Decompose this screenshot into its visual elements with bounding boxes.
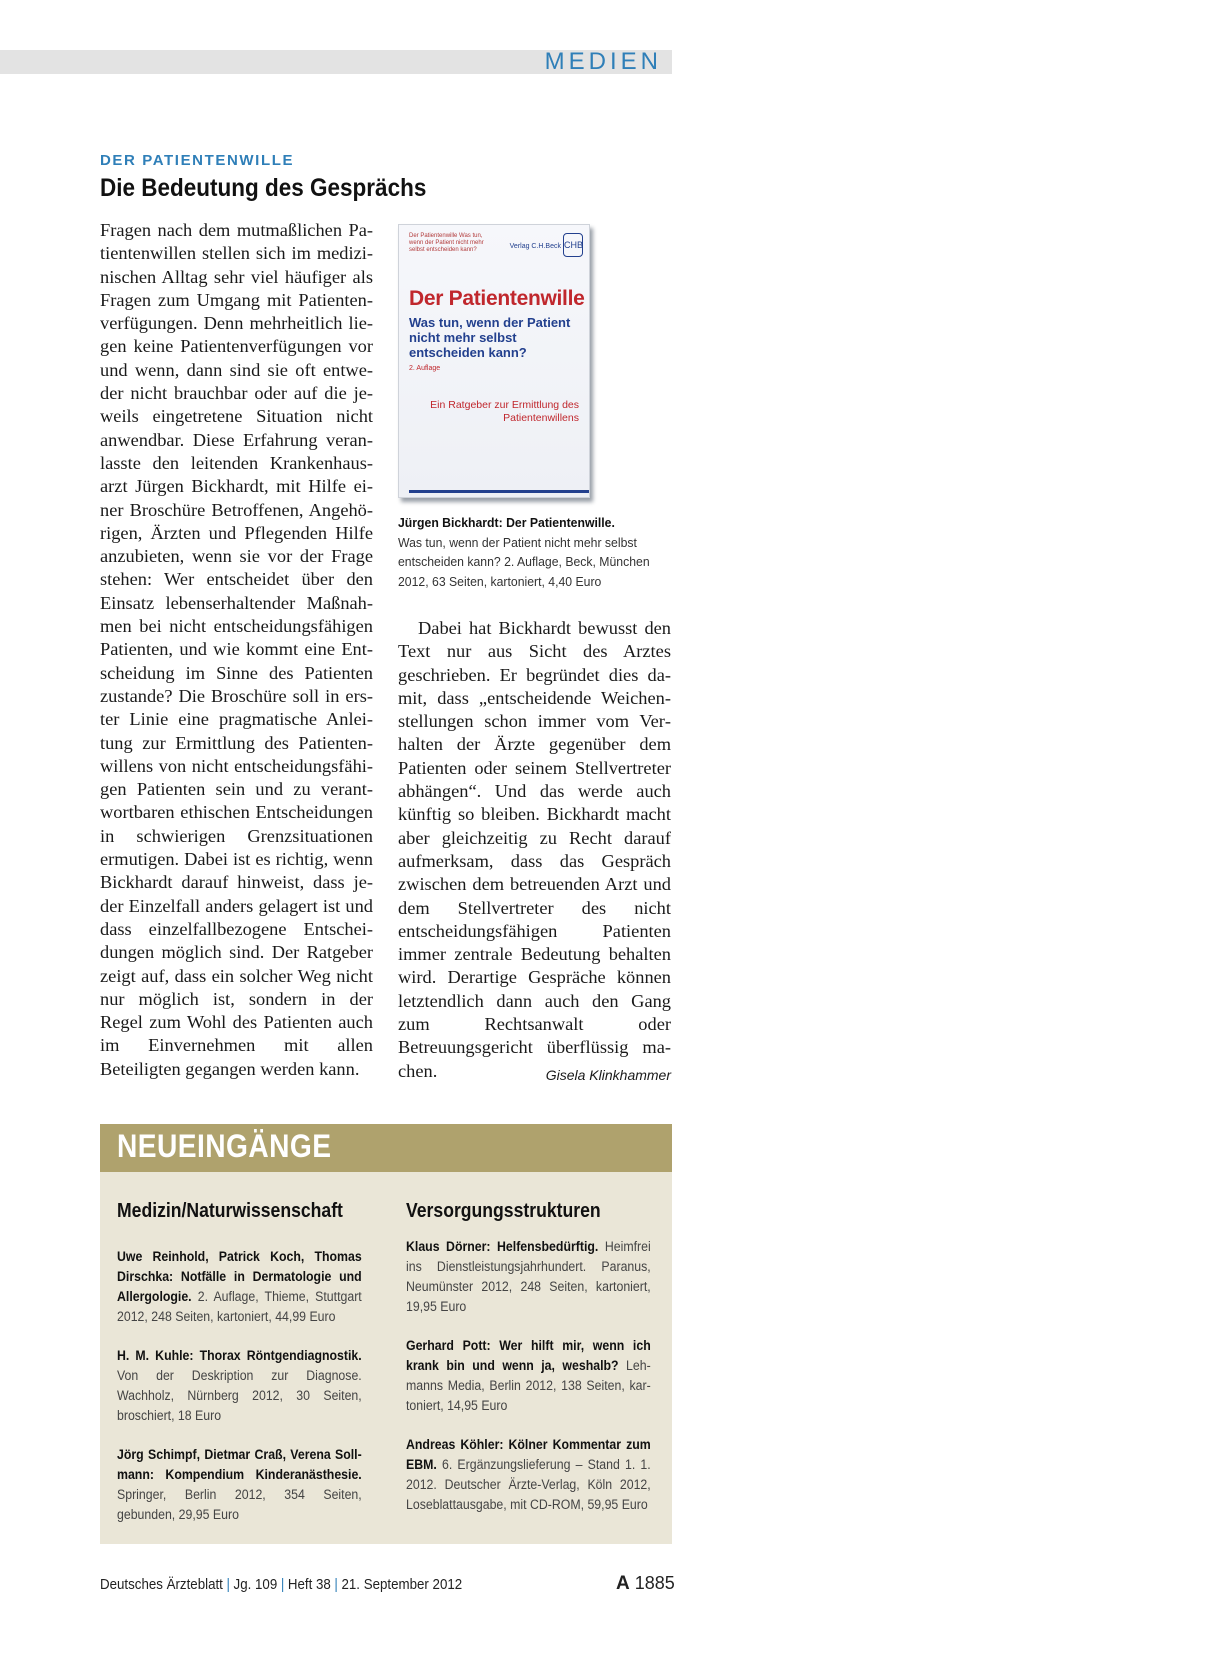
cover-bottom-line bbox=[409, 490, 589, 493]
book-entry bbox=[406, 1336, 651, 1416]
column-heading: Medizin/Naturwissenschaft bbox=[117, 1200, 343, 1222]
publisher-seal-icon: CHB bbox=[563, 233, 583, 257]
journal-name: Deutsches Ärzteblatt bbox=[100, 1577, 223, 1593]
new-arrivals-column-medicine bbox=[117, 1200, 362, 1544]
entry-title: Uwe Reinhold, Patrick Koch, Thomas Dirschka: Notfälle in Dermatologie und Allergologie. bbox=[117, 1249, 362, 1304]
cover-small-text: Der Patientenwille Was tun, wenn der Patient nicht mehr selbst entscheiden kann? bbox=[409, 233, 484, 253]
entry-details: Springer, Berlin 2012, 354 Seiten, gebunden, 29,95 Euro bbox=[117, 1487, 362, 1522]
entry-details: Lehmanns Media, Berlin 2012, 138 Seiten, kartoniert, 14,95 Euro bbox=[406, 1358, 651, 1413]
page-prefix: A bbox=[616, 1573, 630, 1594]
cover-edition: 2. Auflage bbox=[409, 365, 441, 372]
page-number-value: 1885 bbox=[634, 1573, 675, 1593]
caption-details: Was tun, wenn der Patient nicht mehr selbst entscheiden kann? 2. Auflage, Beck, München 2012, 63 Seiten, kartoniert, 4,40 Euro bbox=[398, 534, 650, 589]
book-entry bbox=[406, 1435, 651, 1515]
article-headline: Die Bedeutung des Gesprächs bbox=[100, 174, 427, 202]
footer-separator: | bbox=[280, 1577, 285, 1593]
article-author: Gisela Klinkhammer bbox=[545, 1066, 671, 1083]
column-heading: Versorgungsstrukturen bbox=[406, 1200, 601, 1222]
new-arrivals-box bbox=[100, 1124, 672, 1544]
book-entry bbox=[117, 1346, 362, 1426]
entry-title: Gerhard Pott: Wer hilft mir, wenn ich krank bin und wenn ja, weshalb? bbox=[406, 1338, 651, 1373]
cover-tagline: Ein Ratgeber zur Ermittlung des Patientenwillens bbox=[430, 399, 579, 424]
entry-details: 6. Ergänzungslieferung – Stand 1. 1. 2012. Deutscher Ärzte-Verlag, Köln 2012, Loseblattausgabe, mit CD-ROM, 59,95 Euro bbox=[406, 1457, 651, 1512]
cover-publisher: Verlag C.H.Beck bbox=[509, 243, 561, 250]
cover-subtitle: Was tun, wenn der Patient nicht mehr selbst entscheiden kann? bbox=[409, 315, 571, 360]
book-entry bbox=[117, 1445, 362, 1525]
footer-separator: | bbox=[334, 1577, 338, 1593]
journal-date: 21. September 2012 bbox=[341, 1577, 463, 1593]
entry-details: 2. Auflage, Thieme, Stuttgart 2012, 248 Seiten, kartoniert, 44,99 Euro bbox=[117, 1289, 362, 1324]
book-entry bbox=[117, 1247, 362, 1327]
journal-volume: Jg. 109 bbox=[233, 1577, 278, 1593]
article-body-right bbox=[398, 617, 671, 1087]
entry-title: Klaus Dörner: Helfensbedürftig. bbox=[406, 1239, 599, 1254]
page-number bbox=[616, 1573, 675, 1595]
entry-title: H. M. Kuhle: Thorax Röntgendiagnostik. bbox=[117, 1348, 362, 1363]
entry-details: Von der Deskription zur Diagnose. Wachholz, Nürnberg 2012, 30 Seiten, broschiert, 18 Euro bbox=[117, 1368, 362, 1423]
entry-title: Jörg Schimpf, Dietmar Craß, Verena Sollmann: Kompendium Kinderanästhesie. bbox=[117, 1447, 362, 1482]
book-caption bbox=[398, 513, 673, 591]
new-arrivals-column-care bbox=[406, 1200, 651, 1534]
entry-details: Heimfrei ins Dienstleistungsjahrhundert. Paranus, Neumünster 2012, 248 Seiten, kartoniert, 19,95 Euro bbox=[406, 1239, 651, 1314]
entry-title: Andreas Köhler: Kölner Kommentar zum EBM. bbox=[406, 1437, 651, 1472]
cover-title: Der Patientenwille bbox=[409, 287, 585, 310]
new-arrivals-title: NEUEINGÄNGE bbox=[117, 1128, 332, 1164]
page-footer bbox=[100, 1577, 462, 1593]
journal-issue: Heft 38 bbox=[287, 1577, 331, 1593]
book-entry bbox=[406, 1237, 651, 1317]
section-bar bbox=[0, 50, 672, 74]
caption-title: Jürgen Bickhardt: Der Patientenwille. bbox=[398, 515, 615, 530]
article-kicker: DER PATIENTENWILLE bbox=[100, 152, 295, 169]
footer-separator: | bbox=[226, 1577, 230, 1593]
article-body-right-text: Dabei hat Bickhardt bewusst den Text nur aus Sicht des Arztes geschrieben. Er begründet dies damit, dass „entscheidende Weichenstellungen schon immer vom Verhalten der Ärzte gegenüber dem Patienten oder seinem Stellvertreter abhängen“. Und das werde auch künftig so bleiben. Bickhardt macht aber gleichzeitig zu Recht darauf aufmerksam, dass das Gespräch zwischen dem betreuenden Arzt und dem Stellvertreter des nicht entscheidungsfähigen Patienten immer zentrale Bedeutung behalten wird. Derartige Gespräche können letztendlich dann auch den Gang zum Rechtsanwalt oder Betreuungsgericht überflüssig machen. bbox=[398, 618, 671, 1081]
new-arrivals-header bbox=[100, 1124, 672, 1172]
section-label: MEDIEN bbox=[544, 48, 662, 75]
book-cover bbox=[398, 224, 590, 498]
article-body-left: Fragen nach dem mutmaßlichen Patientenwillen stellen sich im medizinischen Alltag sehr viel häufiger als Fragen zum Umgang mit Patientenverfügungen. Denn mehrheitlich liegen keine Patientenverfügungen vor und wenn, dann sind sie oft entweder nicht brauchbar oder auf die jeweils eingetretene Situation nicht anwendbar. Diese Erfahrung veranlasste den leitenden Krankenhausarzt Jürgen Bickhardt, mit Hilfe einer Broschüre Betroffenen, Angehörigen, Ärzten und Pflegenden Hilfe anzubieten, wenn sie vor der Frage stehen: Wer entscheidet über den Einsatz lebenserhaltender Maßnahmen bei nicht entscheidungsfähigen Patienten, und wie kommt eine Entscheidung im Sinne des Patienten zustande? Die Broschüre soll in erster Linie eine pragmatische Anleitung zur Ermittlung des Patientenwillens von nicht entscheidungsfähigen Patienten sein und zu verantwortbaren ethischen Entscheidungen in schwierigen Grenzsituationen ermutigen. Dabei ist es richtig, wenn Bickhardt darauf hinweist, dass jeder Einzelfall anders gelagert ist und dass einzelfallbezogene Entscheidungen möglich sind. Der Ratgeber zeigt auf, dass ein solcher Weg nicht nur möglich ist, sondern in der Regel zum Wohl des Patienten auch im Einvernehmen mit allen Beteiligten gegangen werden kann. bbox=[100, 220, 373, 1079]
